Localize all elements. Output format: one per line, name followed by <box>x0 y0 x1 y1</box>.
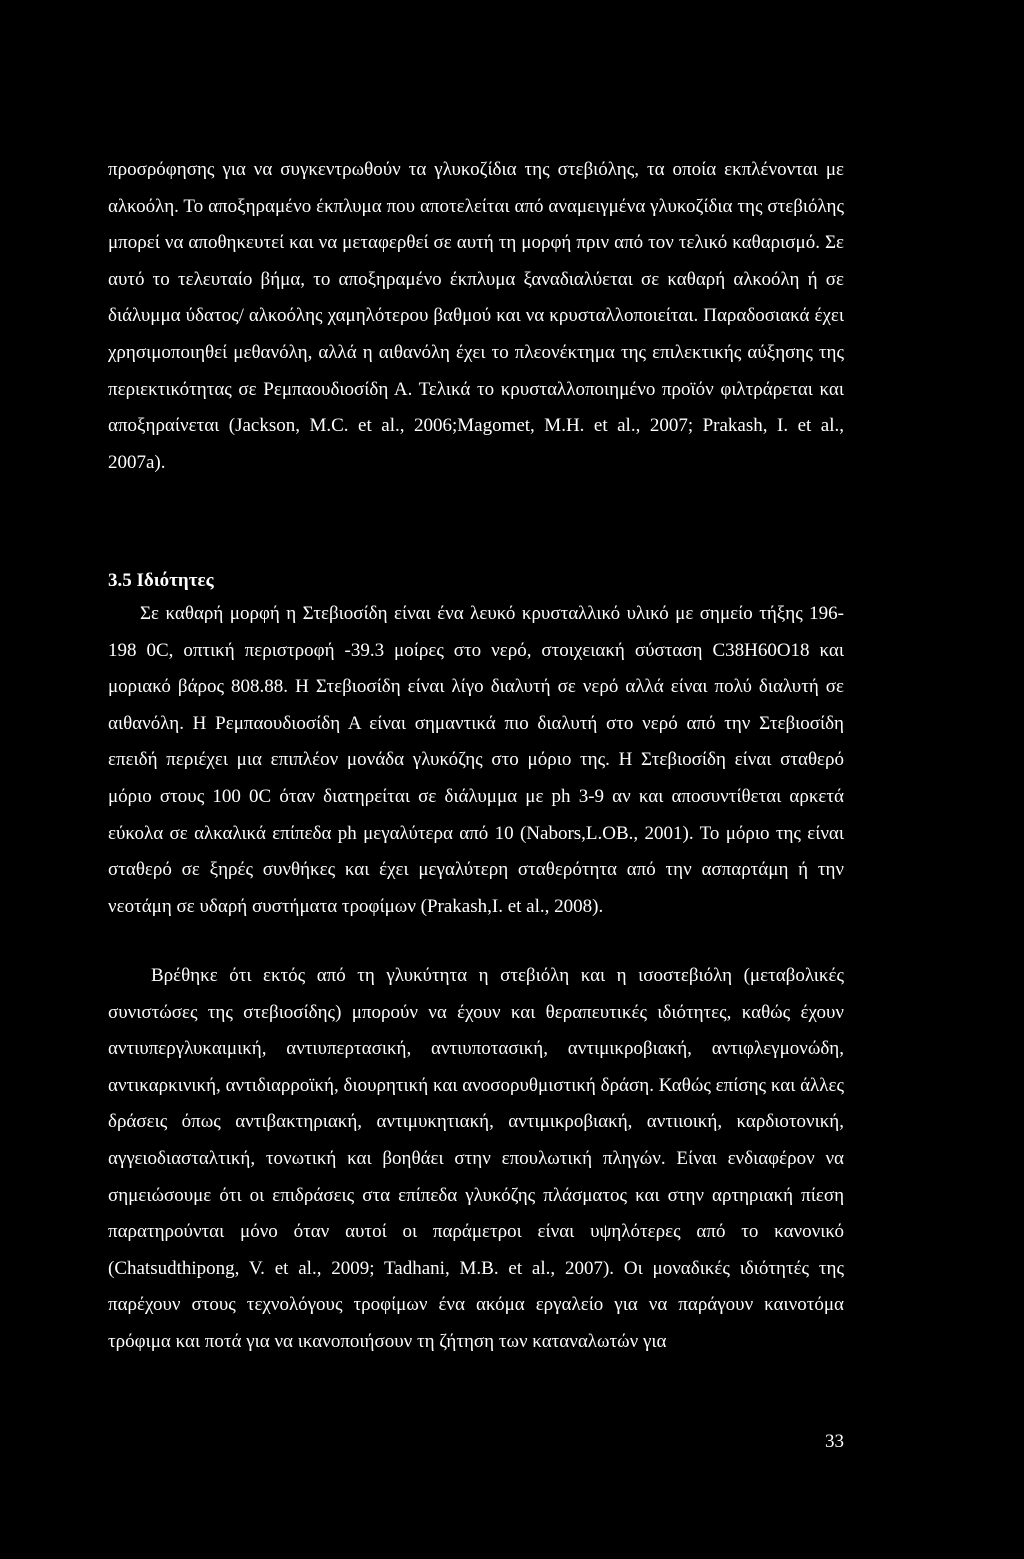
paragraph-extraction-process: προσρόφησης για να συγκεντρωθούν τα γλυκοζίδια της στεβιόλης, τα οποία εκπλένονται με αλκοόλη. Το αποξηραμένο έκπλυμα που αποτελείται από αναμειγμένα γλυκοζίδια της στεβιόλης μπορεί να αποθηκευτεί και να μεταφερθεί σε αυτή τη μορφή πριν από τον τελικό καθαρισμό. Σε αυτό το τελευταίο βήμα, το αποξηραμένο έκπλυμα ξαναδιαλύεται σε καθαρή αλκοόλη ή σε διάλυμμα ύδατος/ αλκοόλης χαμηλότερου βαθμού και να κρυσταλλοποιείται. Παραδοσιακά έχει χρησιμοποιηθεί μεθανόλη, αλλά η αιθανόλη έχει το πλεονέκτημα της επιλεκτικής αύξησης της περιεκτικότητας σε Ρεμπαουδιοσίδη Α. Τελικά το κρυσταλλοποιημένο προϊόν φιλτράρεται και αποξηραίνεται (Jackson, M.C. et al., 2006;Magomet, M.H. et al., 2007; Prakash, I. et al., 2007a). <box>108 159 844 473</box>
page-number: 33 <box>825 1431 844 1452</box>
paragraph-physical-properties: Σε καθαρή μορφή η Στεβιοσίδη είναι ένα λευκό κρυσταλλικό υλικό με σημείο τήξης 196-198 0C, οπτική περιστροφή -39.3 μοίρες στο νερό, στοιχειακή σύσταση C38H60O18 και μοριακό βάρος 808.88. Η Στεβιοσίδη είναι λίγο διαλυτή σε νερό αλλά είναι πολύ διαλυτή σε αιθανόλη. Η Ρεμπαουδιοσίδη Α είναι σημαντικά πιο διαλυτή στο νερό από την Στεβιοσίδη επειδή περιέχει μια επιπλέον μονάδα γλυκόζης στο μόριο της. Η Στεβιοσίδη είναι σταθερό μόριο στους 100 0C όταν διατηρείται σε διάλυμμα με ph 3-9 αν και αποσυντίθεται αρκετά εύκολα σε αλκαλικά επίπεδα ph μεγαλύτερα από 10 (Nabors,L.OB., 2001). Το μόριο της είναι σταθερό σε ξηρές συνθήκες και έχει μεγαλύτερη σταθερότητα από την ασπαρτάμη ή την νεοτάμη σε υδαρή συστήματα τροφίμων (Prakash,I. et al., 2008). <box>108 603 844 917</box>
paragraph-therapeutic-properties: Βρέθηκε ότι εκτός από τη γλυκύτητα η στεβιόλη και η ισοστεβιόλη (μεταβολικές συνιστώσες της στεβιοσίδης) μπορούν να έχουν και θεραπευτικές ιδιότητες, καθώς έχουν αντιυπεργλυκαιμική, αντιυπερτασική, αντιυποτασική, αντιμικροβιακή, αντιφλεγμονώδη, αντικαρκινική, αντιδιαρροϊκή, διουρητική και ανοσορυθμιστική δράση. Καθώς επίσης και άλλες δράσεις όπως αντιβακτηριακή, αντιμυκητιακή, αντιμικροβιακή, αντιιοική, καρδιοτονική, αγγειοδιασταλτική, τονωτική και βοηθάει στην επουλωτική πληγών. Είναι ενδιαφέρον να σημειώσουμε ότι οι επιδράσεις στα επίπεδα γλυκόζης πλάσματος και στην αρτηριακή πίεση παρατηρούνται μόνο όταν αυτοί οι παράμετροι είναι υψηλότερες από το κανονικό (Chatsudthipong, V. et al., 2009; Tadhani, M.B. et al., 2007). Οι μοναδικές ιδιότητές της παρέχουν στους τεχνολόγους τροφίμων ένα ακόμα εργαλείο για να παράγουν καινοτόμα τρόφιμα και ποτά για να ικανοποιήσουν τη ζήτηση των καταναλωτών για <box>108 965 844 1352</box>
section-heading-properties: 3.5 Ιδιότητες <box>108 570 214 591</box>
